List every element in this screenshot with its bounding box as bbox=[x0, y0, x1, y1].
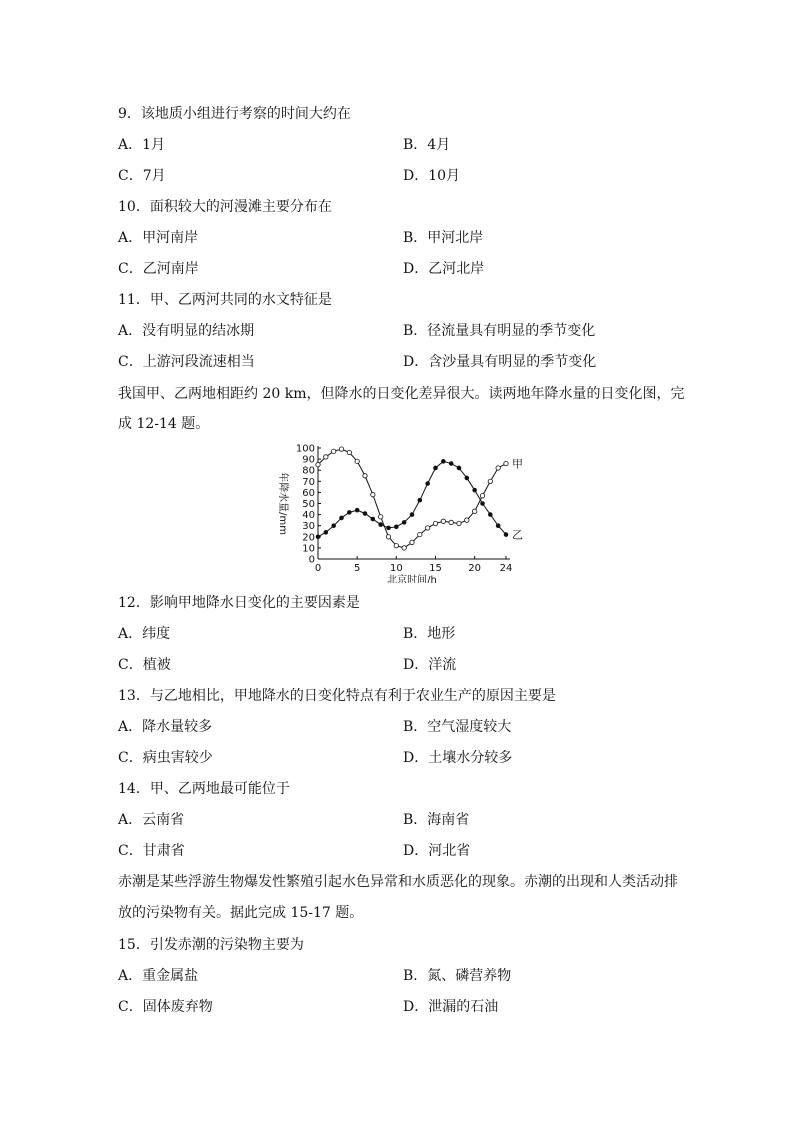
series-1-point bbox=[324, 455, 328, 459]
y-tick-label: 20 bbox=[302, 532, 315, 544]
y-tick-label: 80 bbox=[302, 465, 315, 477]
y-tick-label: 50 bbox=[302, 499, 315, 510]
x-tick-label: 24 bbox=[499, 563, 513, 574]
series-1-point bbox=[371, 492, 375, 496]
series-1-point bbox=[363, 474, 367, 478]
q11-option-c: C．上游河段流速相当 bbox=[118, 354, 255, 370]
q13-option-b: B．空气湿度较大 bbox=[403, 719, 512, 735]
series-1-point bbox=[402, 546, 406, 550]
q15-option-b: B．氮、磷营养物 bbox=[403, 968, 512, 984]
y-tick-label: 60 bbox=[302, 487, 315, 499]
series-2-point bbox=[332, 524, 336, 528]
q15-option-a: A．重金属盐 bbox=[118, 968, 199, 984]
q10-option-b: B．甲河北岸 bbox=[403, 230, 484, 246]
series-1-point bbox=[410, 540, 414, 544]
series-2-point bbox=[387, 526, 391, 530]
series-2-point bbox=[465, 476, 469, 480]
series-1-point bbox=[465, 518, 469, 522]
q15-option-d: D．泄漏的石油 bbox=[403, 999, 499, 1015]
series-1-point bbox=[457, 521, 461, 525]
x-tick-label: 5 bbox=[353, 563, 361, 574]
rainfall-diurnal-chart bbox=[262, 438, 532, 583]
q15-option-c: C．固体废弃物 bbox=[118, 999, 213, 1015]
series-1-point bbox=[504, 461, 508, 465]
y-tick-label: 0 bbox=[308, 554, 315, 566]
series-2-point bbox=[324, 530, 328, 534]
y-tick-label: 70 bbox=[302, 476, 315, 488]
q13-option-a: A．降水量较多 bbox=[118, 719, 213, 735]
series-2-point bbox=[355, 508, 359, 512]
series-1-point bbox=[488, 479, 492, 483]
q11-option-d: D．含沙量具有明显的季节变化 bbox=[403, 354, 597, 370]
q9-option-d: D．10月 bbox=[403, 168, 461, 184]
x-tick-label: 15 bbox=[429, 563, 442, 574]
x-tick-label: 20 bbox=[468, 563, 482, 574]
series-2-point bbox=[441, 459, 445, 463]
q14-option-d: D．河北省 bbox=[403, 843, 471, 859]
q14-option-a: A．云南省 bbox=[118, 812, 185, 828]
series-2-point bbox=[363, 512, 367, 516]
series-2-point bbox=[379, 523, 383, 527]
x-tick-label: 10 bbox=[389, 563, 403, 574]
series-1-point bbox=[316, 462, 320, 466]
q10-option-c: C．乙河南岸 bbox=[118, 261, 199, 277]
series-2-point bbox=[347, 510, 351, 514]
series-1-point bbox=[378, 515, 382, 519]
series-2-point bbox=[371, 517, 375, 521]
series-2-point bbox=[488, 513, 492, 517]
y-tick-label: 40 bbox=[302, 510, 315, 522]
q10-stem: 10．面积较大的河漫滩主要分布在 bbox=[118, 199, 332, 215]
series-1-point bbox=[339, 447, 343, 451]
series-2-point bbox=[340, 516, 344, 520]
y-tick-label: 100 bbox=[295, 443, 315, 455]
q12-stem: 12．影响甲地降水日变化的主要因素是 bbox=[118, 595, 360, 611]
series-1-point bbox=[355, 459, 359, 463]
q12-option-d: D．洋流 bbox=[403, 657, 457, 673]
series-1-point bbox=[394, 543, 398, 547]
q14-option-c: C．甘肃省 bbox=[118, 843, 185, 859]
intro12-line1: 我国甲、乙两地相距约 20 km，但降水的日变化差异很大。读两地年降水量的日变化图，完 bbox=[118, 386, 685, 402]
series-1-point bbox=[386, 535, 390, 539]
y-tick-label: 10 bbox=[302, 543, 315, 555]
q13-option-d: D．土壤水分较多 bbox=[403, 750, 513, 766]
series-2-point bbox=[316, 535, 320, 539]
series-2-point bbox=[394, 525, 398, 529]
series-1-point bbox=[480, 494, 484, 498]
q12-option-b: B．地形 bbox=[403, 626, 456, 642]
series-2-point bbox=[504, 533, 508, 537]
y-axis-label: 年降水量/mm bbox=[277, 472, 288, 535]
q15-stem: 15．引发赤潮的污染物主要为 bbox=[118, 937, 304, 953]
series-2-point bbox=[418, 498, 422, 502]
series-1-point bbox=[441, 519, 445, 523]
y-tick-label: 90 bbox=[302, 454, 315, 466]
q9-option-b: B．4月 bbox=[403, 137, 451, 153]
series-2-point bbox=[496, 524, 500, 528]
q10-option-d: D．乙河北岸 bbox=[403, 261, 485, 277]
q10-option-a: A．甲河南岸 bbox=[118, 230, 199, 246]
series-1-point bbox=[425, 526, 429, 530]
q14-option-b: B．海南省 bbox=[403, 812, 470, 828]
q14-stem: 14．甲、乙两地最可能位于 bbox=[118, 781, 290, 797]
series-2-point bbox=[481, 502, 485, 506]
series-2-line bbox=[318, 461, 506, 536]
x-tick-label: 0 bbox=[314, 563, 322, 574]
q12-option-a: A．纬度 bbox=[118, 626, 171, 642]
series-2-point bbox=[410, 513, 414, 517]
q11-option-b: B．径流量具有明显的季节变化 bbox=[403, 323, 596, 339]
intro12-line2: 成 12-14 题。 bbox=[118, 416, 210, 432]
q9-stem: 9．该地质小组进行考察的时间大约在 bbox=[118, 106, 351, 122]
series-1-point bbox=[418, 532, 422, 536]
series-2-point bbox=[449, 462, 453, 466]
q11-stem: 11．甲、乙两河共同的水文特征是 bbox=[118, 292, 332, 308]
series-1-point bbox=[331, 449, 335, 453]
intro15-line2: 放的污染物有关。据此完成 15-17 题。 bbox=[118, 905, 364, 921]
series-2-point bbox=[457, 466, 461, 470]
series-2-point bbox=[473, 488, 477, 492]
series-1-line bbox=[318, 449, 506, 548]
x-axis-label: 北京时间/h bbox=[387, 575, 437, 583]
y-tick-label: 30 bbox=[302, 521, 315, 533]
series-1-point bbox=[472, 509, 476, 513]
q11-option-a: A．没有明显的结冰期 bbox=[118, 323, 255, 339]
q13-option-c: C．病虫害较少 bbox=[118, 750, 213, 766]
series-2-label: 乙 bbox=[512, 528, 523, 542]
series-2-point bbox=[402, 520, 406, 524]
q12-option-c: C．植被 bbox=[118, 657, 171, 673]
series-2-point bbox=[426, 482, 430, 486]
series-1-label: 甲 bbox=[512, 457, 523, 471]
series-1-point bbox=[433, 521, 437, 525]
series-1-point bbox=[449, 520, 453, 524]
series-1-point bbox=[496, 466, 500, 470]
series-1-point bbox=[347, 450, 351, 454]
q13-stem: 13．与乙地相比，甲地降水的日变化特点有利于农业生产的原因主要是 bbox=[118, 688, 556, 704]
series-2-point bbox=[434, 466, 438, 470]
intro15-line1: 赤潮是某些浮游生物爆发性繁殖引起水色异常和水质恶化的现象。赤潮的出现和人类活动排 bbox=[118, 874, 678, 890]
q9-option-c: C．7月 bbox=[118, 168, 166, 184]
q9-option-a: A．1月 bbox=[118, 137, 166, 153]
